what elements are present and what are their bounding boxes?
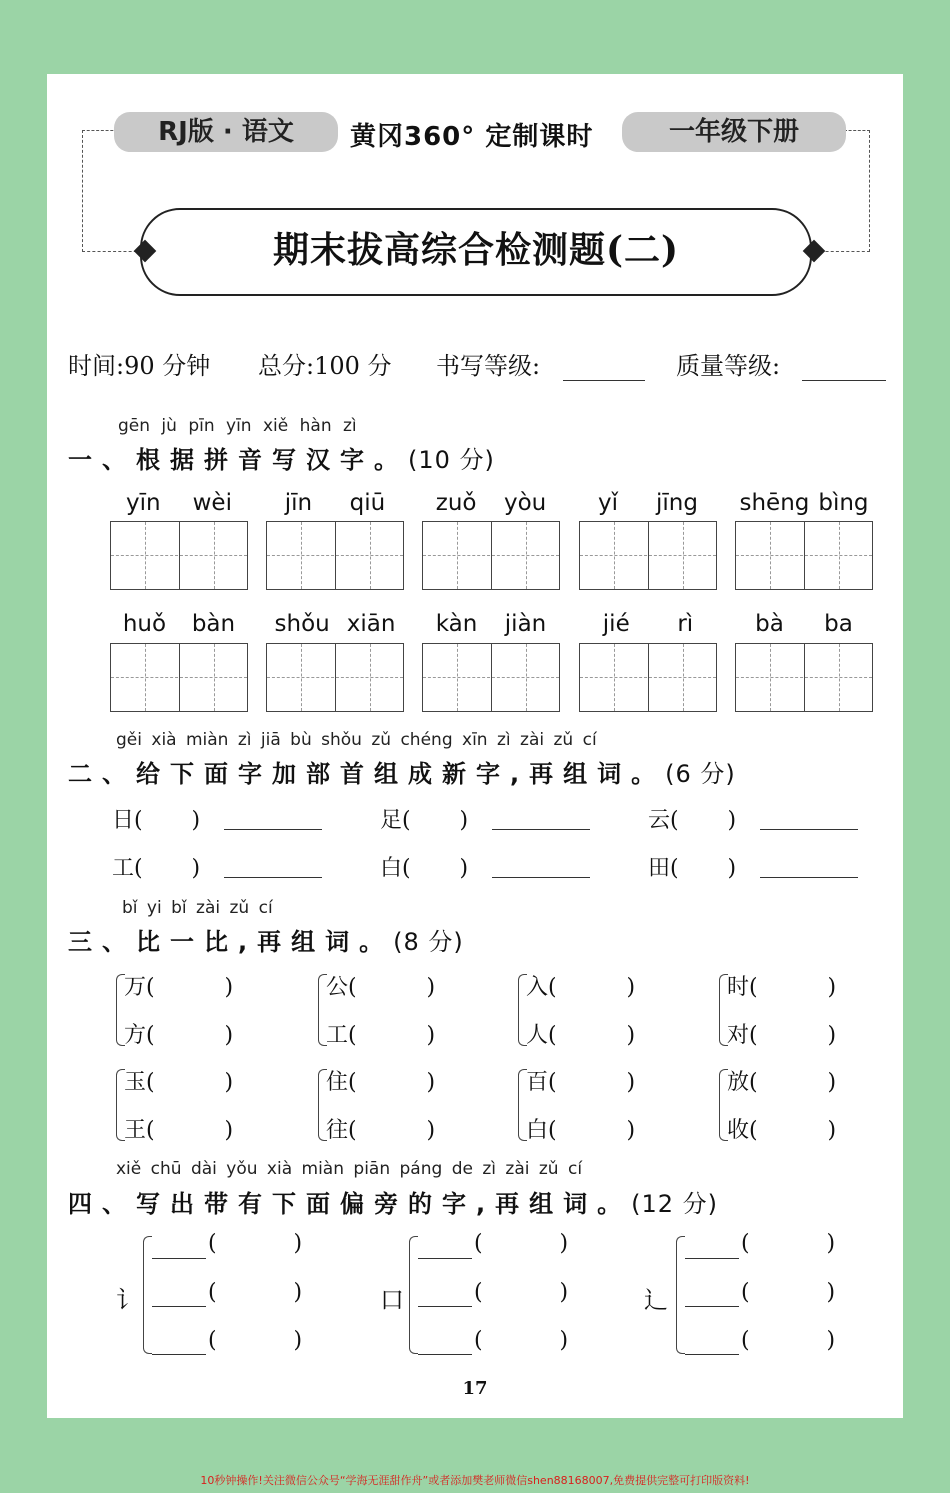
pinyin-syllable: wèi [192, 490, 232, 516]
answer-blank[interactable] [418, 1354, 472, 1355]
radical: 口 [380, 1286, 404, 1314]
radical-brace [409, 1236, 418, 1354]
header-dash-right [844, 130, 870, 131]
pinyin-syllable: shēng [739, 490, 810, 516]
pinyin-syllable: jiàn [504, 611, 547, 637]
brand-text: 黄冈360° 定制课时 [350, 122, 594, 152]
writing-grid[interactable] [579, 521, 717, 590]
q4-heading-text: 四、写出带有下面偏旁的字,再组词。 [68, 1190, 632, 1218]
pinyin-syllable: yòu [503, 490, 547, 516]
compare-char: 入 [526, 975, 549, 1000]
base-char: 田 [648, 856, 671, 881]
total-score: 总分:100 分 [258, 352, 392, 380]
base-char: 云 [648, 808, 671, 833]
compare-char: 对 [727, 1023, 750, 1048]
answer-blank[interactable] [492, 877, 590, 878]
compare-char: 往 [326, 1118, 349, 1143]
quality-grade-label: 质量等级: [676, 352, 781, 380]
q4-pinyin: xiě chū dài yǒu xià miàn piān páng de zì zài zǔ cí [116, 1159, 583, 1179]
q1-pinyin-10 [735, 611, 873, 637]
answer-blank[interactable] [685, 1354, 739, 1355]
footer-notice: 10秒钟操作!关注微信公众号“学海无涯甜作舟”或者添加樊老师微信shen88168007,免费提供完整可打印版资料! [200, 1474, 750, 1487]
q1-pinyin-5 [735, 490, 873, 516]
pinyin-syllable: xiān [346, 611, 396, 637]
answer-blank[interactable] [685, 1306, 739, 1307]
base-char: 日 [112, 808, 135, 833]
q4-points: (12 分) [631, 1190, 719, 1218]
pinyin-syllable: huǒ [122, 611, 167, 637]
answer-blank[interactable] [224, 829, 322, 830]
writing-grade-blank[interactable] [563, 380, 645, 381]
pinyin-syllable: qiū [349, 490, 386, 516]
answer-blank[interactable] [685, 1258, 739, 1259]
compare-item: 入( ) [526, 975, 636, 1000]
answer-blank[interactable] [492, 829, 590, 830]
page-title: 期末拔高综合检测题(二) [272, 229, 680, 271]
q1-heading-text: 一、根据拼音写汉字。 [68, 446, 408, 474]
compare-char: 方 [124, 1023, 147, 1048]
compare-item: 百( ) [526, 1070, 636, 1095]
q1-pinyin-9 [579, 611, 717, 637]
word-parens: ( ) [474, 1231, 569, 1256]
writing-grid[interactable] [735, 521, 873, 590]
pinyin-syllable: shǒu [274, 611, 330, 637]
word-parens: ( ) [741, 1280, 836, 1305]
compare-item: 住( ) [326, 1070, 436, 1095]
header-dash-left [82, 130, 118, 131]
q3-points: (8 分) [393, 928, 464, 956]
writing-grid[interactable] [266, 643, 404, 712]
q2-pinyin: gěi xià miàn zì jiā bù shǒu zǔ chéng xīn zì zài zǔ cí [116, 730, 597, 750]
q3-heading [68, 922, 464, 957]
answer-blank[interactable] [224, 877, 322, 878]
q2-item: 日( ) [112, 808, 201, 833]
pinyin-syllable: rì [677, 611, 694, 637]
q1-pinyin-1 [110, 490, 248, 516]
word-parens: ( ) [741, 1328, 836, 1353]
compare-item: 收( ) [727, 1118, 837, 1143]
compare-char: 放 [727, 1070, 750, 1095]
word-parens: ( ) [208, 1231, 303, 1256]
compare-char: 工 [326, 1023, 349, 1048]
answer-blank[interactable] [152, 1306, 206, 1307]
pinyin-syllable: bà [755, 611, 784, 637]
grade-pill: 一年级下册 [622, 112, 846, 152]
q2-item: 云( ) [648, 808, 737, 833]
compare-char: 白 [526, 1118, 549, 1143]
q2-heading-text: 二、给下面字加部首组成新字,再组词。 [68, 760, 666, 788]
compare-char: 人 [526, 1023, 549, 1048]
compare-char: 百 [526, 1070, 549, 1095]
writing-grid[interactable] [422, 643, 560, 712]
word-parens: ( ) [474, 1328, 569, 1353]
q1-pinyin-3 [422, 490, 560, 516]
answer-blank[interactable] [760, 877, 858, 878]
pinyin-syllable: kàn [435, 611, 478, 637]
writing-grid[interactable] [579, 643, 717, 712]
q1-heading [68, 440, 495, 475]
word-parens: ( ) [741, 1231, 836, 1256]
compare-item: 方( ) [124, 1023, 234, 1048]
writing-grid[interactable] [110, 643, 248, 712]
q3-heading-text: 三、比一比,再组词。 [68, 928, 394, 956]
q2-item: 工( ) [112, 856, 201, 881]
compare-item: 往( ) [326, 1118, 436, 1143]
compare-item: 公( ) [326, 975, 436, 1000]
compare-char: 玉 [124, 1070, 147, 1095]
q1-pinyin-4 [579, 490, 717, 516]
compare-item: 万( ) [124, 975, 234, 1000]
base-char: 白 [380, 856, 403, 881]
q2-heading [68, 754, 736, 789]
radical-brace [676, 1236, 685, 1354]
compare-item: 对( ) [727, 1023, 837, 1048]
header-dash-left-vertical [82, 130, 83, 252]
q1-pinyin-2 [266, 490, 404, 516]
q1-pinyin-8 [422, 611, 560, 637]
q3-pinyin: bǐ yi bǐ zài zǔ cí [122, 898, 273, 918]
base-char: 足 [380, 808, 403, 833]
radical: 辶 [644, 1286, 668, 1314]
compare-item: 工( ) [326, 1023, 436, 1048]
word-parens: ( ) [474, 1280, 569, 1305]
compare-item: 白( ) [526, 1118, 636, 1143]
pinyin-syllable: jīng [656, 490, 698, 516]
compare-char: 时 [727, 975, 750, 1000]
q2-item: 白( ) [380, 856, 469, 881]
compare-char: 收 [727, 1118, 750, 1143]
compare-item: 时( ) [727, 975, 837, 1000]
compare-item: 玉( ) [124, 1070, 234, 1095]
radical-brace [143, 1236, 152, 1354]
writing-grid[interactable] [422, 521, 560, 590]
compare-item: 王( ) [124, 1118, 234, 1143]
header-dash-right-vertical [869, 130, 870, 252]
writing-grid[interactable] [266, 521, 404, 590]
answer-blank[interactable] [760, 829, 858, 830]
pinyin-syllable: ba [824, 611, 853, 637]
pinyin-syllable: jié [602, 611, 630, 637]
pinyin-syllable: zuǒ [435, 490, 477, 516]
q2-points: (6 分) [665, 760, 736, 788]
compare-item: 人( ) [526, 1023, 636, 1048]
compare-char: 万 [124, 975, 147, 1000]
q1-pinyin-6 [110, 611, 248, 637]
compare-char: 公 [326, 975, 349, 1000]
pinyin-syllable: bàn [191, 611, 236, 637]
pinyin-syllable: bìng [818, 490, 869, 516]
pinyin-syllable: jīn [284, 490, 313, 516]
q2-item: 田( ) [648, 856, 737, 881]
base-char: 工 [112, 856, 135, 881]
time-info: 时间:90 分钟 [68, 352, 211, 380]
quality-grade-blank[interactable] [802, 380, 886, 381]
word-parens: ( ) [208, 1280, 303, 1305]
answer-blank[interactable] [418, 1258, 472, 1259]
answer-blank[interactable] [152, 1258, 206, 1259]
writing-grade-label: 书写等级: [436, 352, 541, 380]
word-parens: ( ) [208, 1328, 303, 1353]
q2-item: 足( ) [380, 808, 469, 833]
subject-pill: RJ版 · 语文 [114, 112, 338, 152]
q4-heading [68, 1184, 718, 1219]
pinyin-syllable: yīn [126, 490, 161, 516]
q1-pinyin: gēn jù pīn yīn xiě hàn zì [118, 416, 357, 436]
radical: 讠 [116, 1286, 140, 1314]
pinyin-syllable: yǐ [598, 490, 619, 516]
compare-char: 住 [326, 1070, 349, 1095]
q1-pinyin-7 [266, 611, 404, 637]
answer-blank[interactable] [152, 1354, 206, 1355]
compare-char: 王 [124, 1118, 147, 1143]
q1-points: (10 分) [408, 446, 495, 474]
page-number: 17 [462, 1378, 488, 1399]
answer-blank[interactable] [418, 1306, 472, 1307]
writing-grid[interactable] [735, 643, 873, 712]
compare-item: 放( ) [727, 1070, 837, 1095]
writing-grid[interactable] [110, 521, 248, 590]
